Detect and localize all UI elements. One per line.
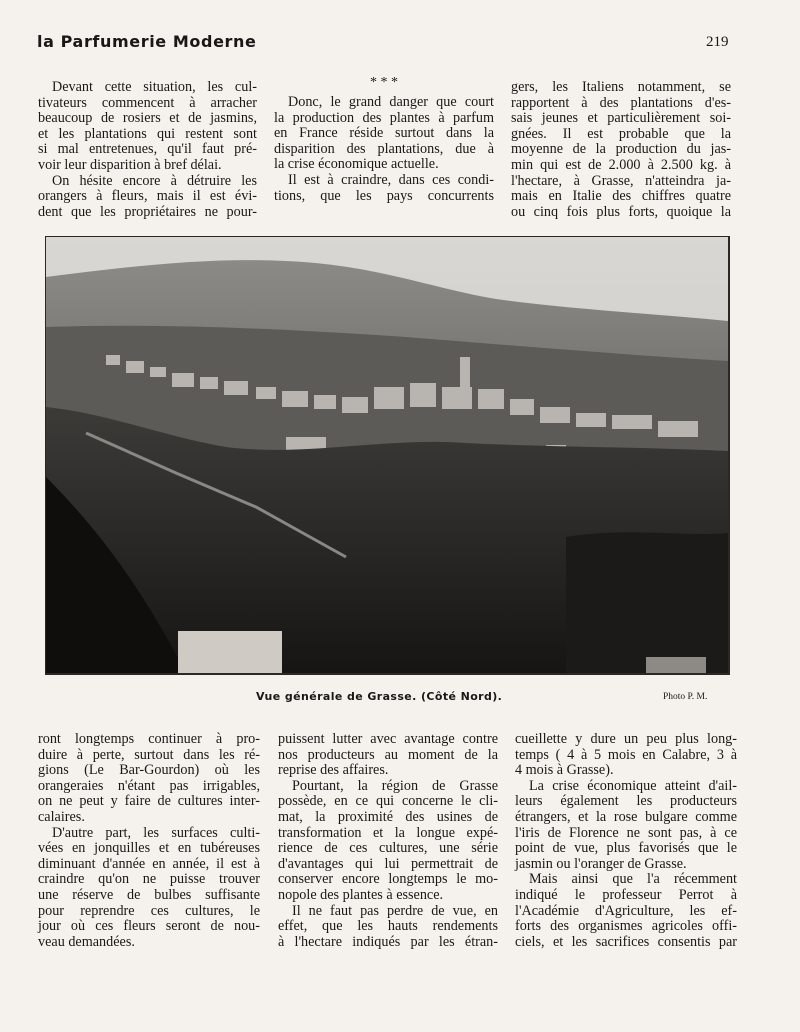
text-line: gers, les Italiens notamment, se <box>511 79 731 95</box>
bottom-column-1 <box>38 732 260 950</box>
asterism: * * * <box>370 75 398 90</box>
text-line: mais en Italie des chiffres quatre <box>511 188 731 205</box>
text-line: une réserve de bulbes suffisante <box>38 886 260 903</box>
text-line: Donc, le grand danger que court <box>288 94 494 110</box>
top-column-3 <box>511 80 731 220</box>
text-line: cueillette y dure un peu plus long- <box>515 731 737 747</box>
text-line: Il est à craindre, dans ces condi- <box>288 171 494 188</box>
text-line: possède, en ce qui concerne le cli- <box>278 793 498 810</box>
grasse-landscape-photo <box>45 236 730 675</box>
text-line: tivateurs commencent à arracher <box>38 94 257 111</box>
text-line: Pourtant, la région de Grasse <box>292 777 498 794</box>
text-line: l'iris de Florence ne sont pas, à ce <box>515 824 737 841</box>
text-line: l'hectare, à Grasse, n'atteindra ja- <box>511 172 731 189</box>
text-line: nopole des plantes à essence. <box>278 886 444 903</box>
text-line: rience de ces cultures, une série <box>278 840 498 857</box>
text-line: la crise économique actuelle. <box>274 156 439 173</box>
text-line: et les plantations qui restent sont <box>38 125 257 142</box>
text-line: leurs également les producteurs <box>515 793 737 810</box>
text-line: la production des plantes à parfum <box>274 109 494 126</box>
text-line: beaucoup de rosiers et de jasmins, <box>38 110 257 127</box>
text-line: disparition des plantations, due à <box>274 140 494 157</box>
text-line: gions (Le Bar-Gourdon) où les <box>38 762 260 779</box>
text-line: veau demandées. <box>38 933 135 950</box>
text-line: ront longtemps continuer à pro- <box>38 731 260 747</box>
text-line: temps ( 4 à 5 mois en Calabre, 3 à <box>515 746 737 763</box>
text-line: forts des organismes agricoles offi- <box>515 918 737 935</box>
text-line: gnées. Il est probable que la <box>511 125 731 142</box>
text-line: indiqué le professeur Perrot à <box>515 886 737 903</box>
text-line: voir leur disparition à bref délai. <box>38 156 222 173</box>
text-line: ou cinq fois plus forts, quoique la <box>511 203 731 220</box>
text-line: puissent lutter avec avantage contre <box>278 731 498 747</box>
text-line: D'autre part, les surfaces culti- <box>52 824 260 841</box>
text-line: pour reprendre ces cultures, le <box>38 902 260 919</box>
text-line: duire à perte, surtout dans les ré- <box>38 746 260 763</box>
text-line: d'avantages qui lui permettrait de <box>278 855 498 872</box>
text-line: calaires. <box>38 808 85 825</box>
text-line: 4 mois à Grasse). <box>515 762 614 779</box>
text-line: mat, la proximité des usines de <box>278 808 498 825</box>
text-line: nos producteurs au moment de la <box>278 746 498 763</box>
top-column-2 <box>274 75 494 204</box>
text-line: rapportent à des plantations d'es- <box>511 94 731 111</box>
text-line: Mais ainsi que l'a récemment <box>529 871 737 888</box>
journal-title: la Parfumerie Moderne <box>37 32 257 51</box>
text-line: point de vue, plus favorisés que le <box>515 840 737 857</box>
text-line: on ne peut y faire de cultures inter- <box>38 793 260 810</box>
text-line: si mal entretenues, qu'il faut pré- <box>38 141 257 158</box>
text-line: ciels, et les sacrifices consentis par <box>515 933 737 950</box>
text-line: min qui est de 2.000 à 2.500 kg. à <box>511 156 731 173</box>
text-line: tions, que les pays concurrents <box>274 187 494 204</box>
text-line: en France réside surtout dans la <box>274 125 494 142</box>
text-line: à l'hectare indiqués par les étran- <box>278 933 498 950</box>
text-line: conserver encore longtemps le mo- <box>278 871 498 888</box>
text-line: l'Académie d'Agriculture, les ef- <box>515 902 737 919</box>
text-line: La crise économique atteint d'ail- <box>529 777 737 794</box>
text-line: étrangers, et la rose bulgare comme <box>515 808 737 825</box>
top-column-1 <box>38 80 257 220</box>
bottom-column-3 <box>515 732 737 950</box>
text-line: jasmin ou l'oranger de Grasse. <box>515 855 687 872</box>
text-line: Devant cette situation, les cul- <box>52 79 257 95</box>
text-line: effet, que les hauts rendements <box>278 918 498 935</box>
text-line: diminuant d'année en année, il est à <box>38 855 260 872</box>
text-line: reprise des affaires. <box>278 762 389 779</box>
text-line: craindre qu'on ne puisse trouver <box>38 871 260 888</box>
text-line: sais jeunes et particulièrement soi- <box>511 110 731 127</box>
text-line: orangers à fleurs, mais il est évi- <box>38 188 257 205</box>
text-line: On hésite encore à détruire les <box>52 172 257 189</box>
text-line: dent que les propriétaires ne pour- <box>38 203 257 220</box>
photo-credit: Photo P. M. <box>663 692 708 702</box>
text-line: orangeraies n'étant pas irrigables, <box>38 777 260 794</box>
text-line: vées en jonquilles et en tubéreuses <box>38 840 260 857</box>
landscape-illustration <box>46 237 728 673</box>
text-line: Il ne faut pas perdre de vue, en <box>292 902 498 919</box>
text-line: moyenne de la production du jas- <box>511 141 731 158</box>
text-line: transformation et la longue expé- <box>278 824 498 841</box>
page-number: 219 <box>706 34 729 50</box>
figure-caption: Vue générale de Grasse. (Côté Nord). <box>256 690 503 703</box>
text-line: jour où ces fleurs seront de nou- <box>38 918 260 935</box>
bottom-column-2 <box>278 732 498 950</box>
